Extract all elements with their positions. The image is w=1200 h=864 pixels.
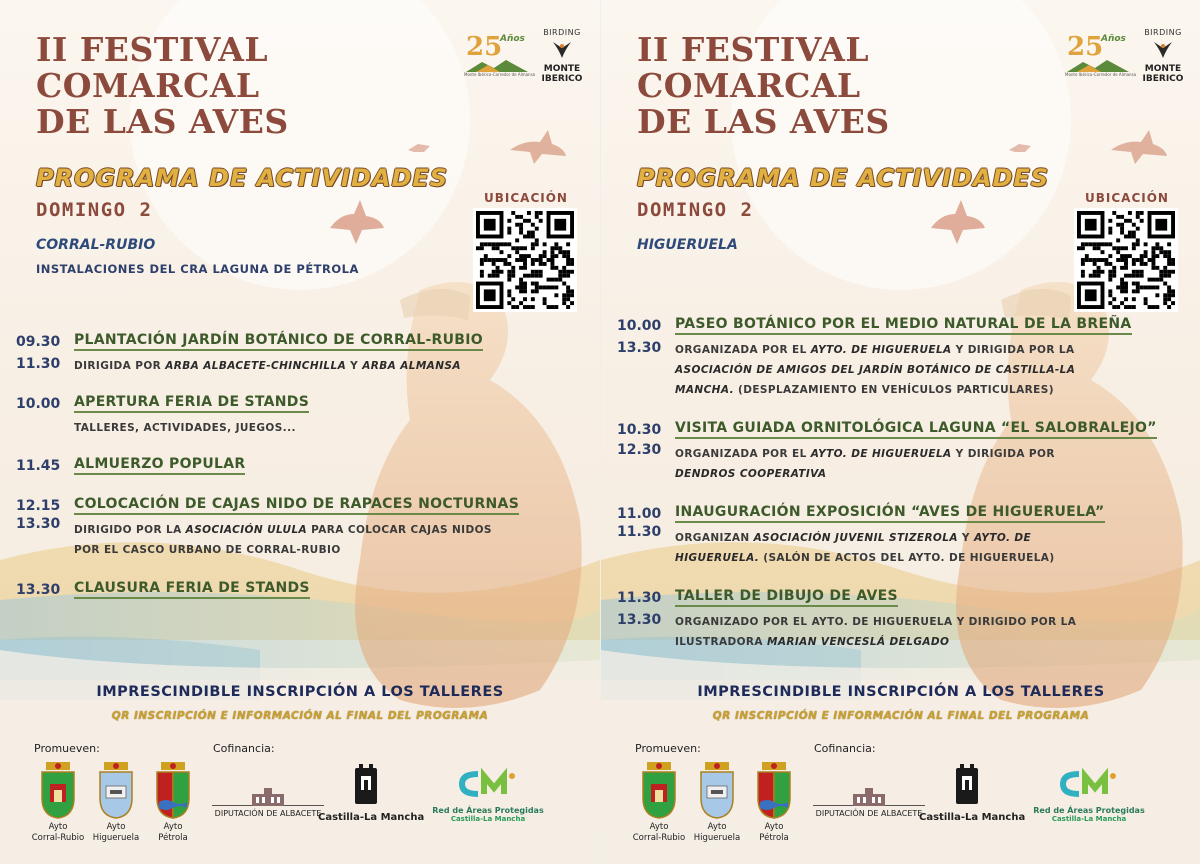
place-name: CORRAL-RUBIO bbox=[36, 237, 156, 253]
date-heading: DOMINGO 2 bbox=[36, 199, 153, 221]
higueruela-shield-icon bbox=[96, 762, 136, 820]
castle-icon bbox=[954, 762, 980, 806]
event-start-time: 11.30 bbox=[617, 590, 662, 606]
event-end-time: 13.30 bbox=[16, 516, 61, 532]
corral-rubio-shield-icon bbox=[38, 762, 78, 820]
qr-icon bbox=[1077, 211, 1175, 309]
place-name: HIGUERUELA bbox=[637, 237, 738, 253]
event-description: TALLERES, ACTIVIDADES, JUEGOS... bbox=[74, 422, 296, 434]
event-start-time: 11.00 bbox=[617, 506, 662, 522]
event-title: TALLER DE DIBUJO DE AVES bbox=[675, 588, 898, 607]
event-description: DIRIGIDA POR ARBA ALBACETE-CHINCHILLA Y ARBA ALMANSA bbox=[74, 360, 461, 372]
event-start-time: 11.45 bbox=[16, 458, 61, 474]
qr-icon bbox=[476, 211, 574, 309]
top-logos bbox=[1063, 28, 1189, 98]
hills-icon bbox=[1067, 60, 1129, 72]
programa-heading: PROGRAMA DE ACTIVIDADES bbox=[36, 164, 449, 192]
petrola-shield-icon bbox=[153, 762, 193, 820]
ayto-petrola-label: Ayto Pétrola bbox=[158, 822, 188, 843]
petrola-shield-icon bbox=[754, 762, 794, 820]
castle-icon bbox=[353, 762, 379, 806]
event-title: PLANTACIÓN JARDÍN BOTÁNICO DE CORRAL-RUBIO bbox=[74, 332, 483, 351]
location-qr-code[interactable] bbox=[473, 208, 577, 312]
cm-leaf-icon bbox=[1057, 768, 1121, 800]
registration-notice: IMPRESCINDIBLE INSCRIPCIÓN A LOS TALLERES bbox=[697, 684, 1105, 700]
programa-heading: PROGRAMA DE ACTIVIDADES bbox=[637, 164, 1050, 192]
event-description: ORGANIZADA POR EL AYTO. DE HIGUERUELA Y DIRIGIDA POR LA ASOCIACIÓN DE AMIGOS DEL JARDÍN BOTÁNICO DE CASTILLA-LA MANCHA. (DESPLAZAMIENTO EN VEHÍCULOS PARTICULARES) bbox=[675, 344, 1076, 396]
red-areas-protegidas-logo: Red de Áreas Protegidas Castilla-La Mancha bbox=[1033, 768, 1145, 823]
event-title: INAUGURACIÓN EXPOSICIÓN “AVES DE HIGUERUELA” bbox=[675, 504, 1105, 523]
event-title: CLAUSURA FERIA DE STANDS bbox=[74, 580, 310, 599]
event-title: VISITA GUIADA ORNITOLÓGICA LAGUNA “EL SALOBRALEJO” bbox=[675, 420, 1157, 439]
birding-monte-iberico-logo: BIRDING MONTE IBERICO bbox=[1142, 28, 1184, 84]
building-icon bbox=[851, 788, 887, 806]
event-start-time: 10.00 bbox=[16, 396, 61, 412]
top-logos bbox=[462, 28, 588, 98]
event-description: DIRIGIDO POR LA ASOCIACIÓN ULULA PARA COLOCAR CAJAS NIDOS POR EL CASCO URBANO DE CORRAL-RUBIO bbox=[74, 524, 492, 556]
poster-higueruela bbox=[600, 0, 1200, 864]
ayto-higueruela-label: Ayto Higueruela bbox=[693, 822, 741, 843]
bird-icon bbox=[549, 38, 575, 64]
ayto-corral-rubio-label: Ayto Corral-Rubio bbox=[632, 822, 686, 843]
birding-monte-iberico-logo: BIRDING MONTE IBERICO bbox=[541, 28, 583, 84]
corral-rubio-shield-icon bbox=[639, 762, 679, 820]
ubicacion-label: UBICACIÓN bbox=[484, 191, 568, 205]
event-end-time: 11.30 bbox=[617, 524, 662, 540]
promueven-label: Promueven: bbox=[34, 742, 100, 755]
event-title: APERTURA FERIA DE STANDS bbox=[74, 394, 309, 413]
25-anos-logo: 25 Años Monte Ibérico-Corredor de Almansa bbox=[464, 32, 536, 77]
event-start-time: 09.30 bbox=[16, 334, 61, 350]
event-end-time: 13.30 bbox=[617, 612, 662, 628]
diputacion-albacete-logo: DIPUTACIÓN DE ALBACETE bbox=[813, 788, 925, 818]
ayto-higueruela-label: Ayto Higueruela bbox=[92, 822, 140, 843]
registration-notice: IMPRESCINDIBLE INSCRIPCIÓN A LOS TALLERES bbox=[96, 684, 504, 700]
cm-leaf-icon bbox=[456, 768, 520, 800]
25-anos-logo: 25 Años Monte Ibérico-Corredor de Almansa bbox=[1065, 32, 1137, 77]
event-end-time: 11.30 bbox=[16, 356, 61, 372]
bird-icon bbox=[1150, 38, 1176, 64]
castilla-la-mancha-logo: Castilla-La Mancha bbox=[919, 762, 1015, 823]
ubicacion-label: UBICACIÓN bbox=[1085, 191, 1169, 205]
event-end-time: 12.30 bbox=[617, 442, 662, 458]
event-title: ALMUERZO POPULAR bbox=[74, 456, 245, 475]
event-title: COLOCACIÓN DE CAJAS NIDO DE RAPACES NOCTURNAS bbox=[74, 496, 519, 515]
event-end-time: 13.30 bbox=[617, 340, 662, 356]
building-icon bbox=[250, 788, 286, 806]
castilla-la-mancha-logo: Castilla-La Mancha bbox=[318, 762, 414, 823]
location-qr-code[interactable] bbox=[1074, 208, 1178, 312]
event-start-time: 13.30 bbox=[16, 582, 61, 598]
festival-title: II FESTIVAL COMARCAL DE LAS AVES bbox=[36, 30, 289, 141]
cofinancia-label: Cofinancia: bbox=[213, 742, 275, 755]
event-start-time: 10.00 bbox=[617, 318, 662, 334]
date-heading: DOMINGO 2 bbox=[637, 199, 754, 221]
qr-info-notice: QR INSCRIPCIÓN E INFORMACIÓN AL FINAL DEL PROGRAMA bbox=[712, 710, 1090, 722]
hills-icon bbox=[466, 60, 528, 72]
diputacion-albacete-logo: DIPUTACIÓN DE ALBACETE bbox=[212, 788, 324, 818]
cofinancia-label: Cofinancia: bbox=[814, 742, 876, 755]
venue-name: INSTALACIONES DEL CRA LAGUNA DE PÉTROLA bbox=[36, 262, 359, 276]
qr-info-notice: QR INSCRIPCIÓN E INFORMACIÓN AL FINAL DEL PROGRAMA bbox=[111, 710, 489, 722]
promueven-label: Promueven: bbox=[635, 742, 701, 755]
event-title: PASEO BOTÁNICO POR EL MEDIO NATURAL DE LA BREÑA bbox=[675, 316, 1132, 335]
red-areas-protegidas-logo: Red de Áreas Protegidas Castilla-La Mancha bbox=[432, 768, 544, 823]
event-description: ORGANIZADO POR EL AYTO. DE HIGUERUELA Y DIRIGIDO POR LA ILUSTRADORA MARIAN VENCESLÁ DELGADO bbox=[675, 616, 1077, 648]
ayto-petrola-label: Ayto Pétrola bbox=[759, 822, 789, 843]
ayto-corral-rubio-label: Ayto Corral-Rubio bbox=[31, 822, 85, 843]
event-start-time: 12.15 bbox=[16, 498, 61, 514]
festival-title: II FESTIVAL COMARCAL DE LAS AVES bbox=[637, 30, 890, 141]
event-description: ORGANIZADA POR EL AYTO. DE HIGUERUELA Y DIRIGIDA POR DENDROS COOPERATIVA bbox=[675, 448, 1055, 480]
event-description: ORGANIZAN ASOCIACIÓN JUVENIL STIZEROLA Y AYTO. DE HIGUERUELA. (SALÓN DE ACTOS DEL AYTO. DE HIGUERUELA) bbox=[675, 532, 1055, 564]
event-start-time: 10.30 bbox=[617, 422, 662, 438]
higueruela-shield-icon bbox=[697, 762, 737, 820]
